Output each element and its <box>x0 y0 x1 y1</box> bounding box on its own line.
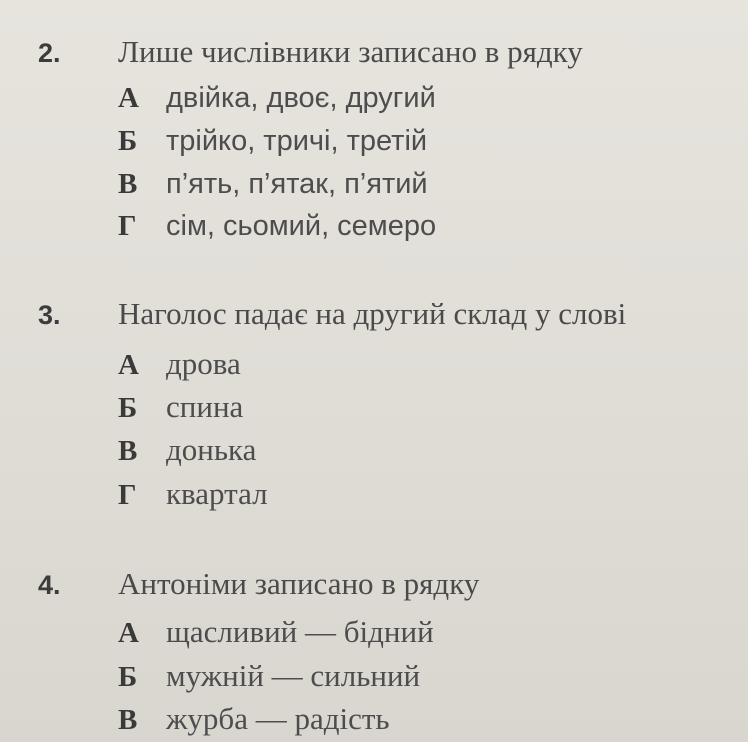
question-number: 4. <box>38 570 61 600</box>
option-text: трійко, тричі, третій <box>166 125 428 157</box>
answer-option-h <box>118 476 268 512</box>
option-text: спина <box>166 389 244 424</box>
option-text: квартал <box>166 476 268 511</box>
answer-option-a <box>118 346 241 382</box>
option-text: сім, сьомий, семеро <box>166 210 437 242</box>
option-text: щасливий — бідний <box>166 614 434 649</box>
question-number: 3. <box>38 300 61 330</box>
option-letter: А <box>118 82 139 114</box>
option-text: п’ять, п’ятак, п’ятий <box>166 168 428 200</box>
answer-option-b <box>118 658 420 694</box>
answer-option-v <box>118 701 390 737</box>
answer-option-h <box>118 210 436 246</box>
answer-option-a <box>118 82 436 118</box>
question-text: Антоніми записано в рядку <box>118 566 480 601</box>
answer-option-v <box>118 432 256 468</box>
option-letter: Б <box>118 661 138 693</box>
option-text: дрова <box>166 346 241 381</box>
option-letter: Б <box>118 125 138 157</box>
option-letter: Г <box>118 210 137 242</box>
option-letter: А <box>118 349 139 381</box>
question-text: Лише числівники записано в рядку <box>118 34 583 69</box>
option-letter: А <box>118 617 139 649</box>
option-letter: В <box>118 168 138 200</box>
answer-option-a <box>118 614 434 650</box>
option-text: донька <box>166 432 257 467</box>
question-number: 2. <box>38 38 61 68</box>
question-text: Наголос падає на другий склад у слові <box>118 296 627 331</box>
option-text: мужній — сильний <box>166 658 421 693</box>
answer-option-b <box>118 389 243 425</box>
option-letter: В <box>118 704 138 736</box>
option-letter: Б <box>118 392 138 424</box>
answer-option-b <box>118 125 427 161</box>
option-letter: Г <box>118 479 137 511</box>
option-text: журба — радість <box>166 701 390 736</box>
answer-option-v <box>118 168 428 204</box>
option-text: двійка, двоє, другий <box>166 82 436 114</box>
option-letter: В <box>118 435 138 467</box>
